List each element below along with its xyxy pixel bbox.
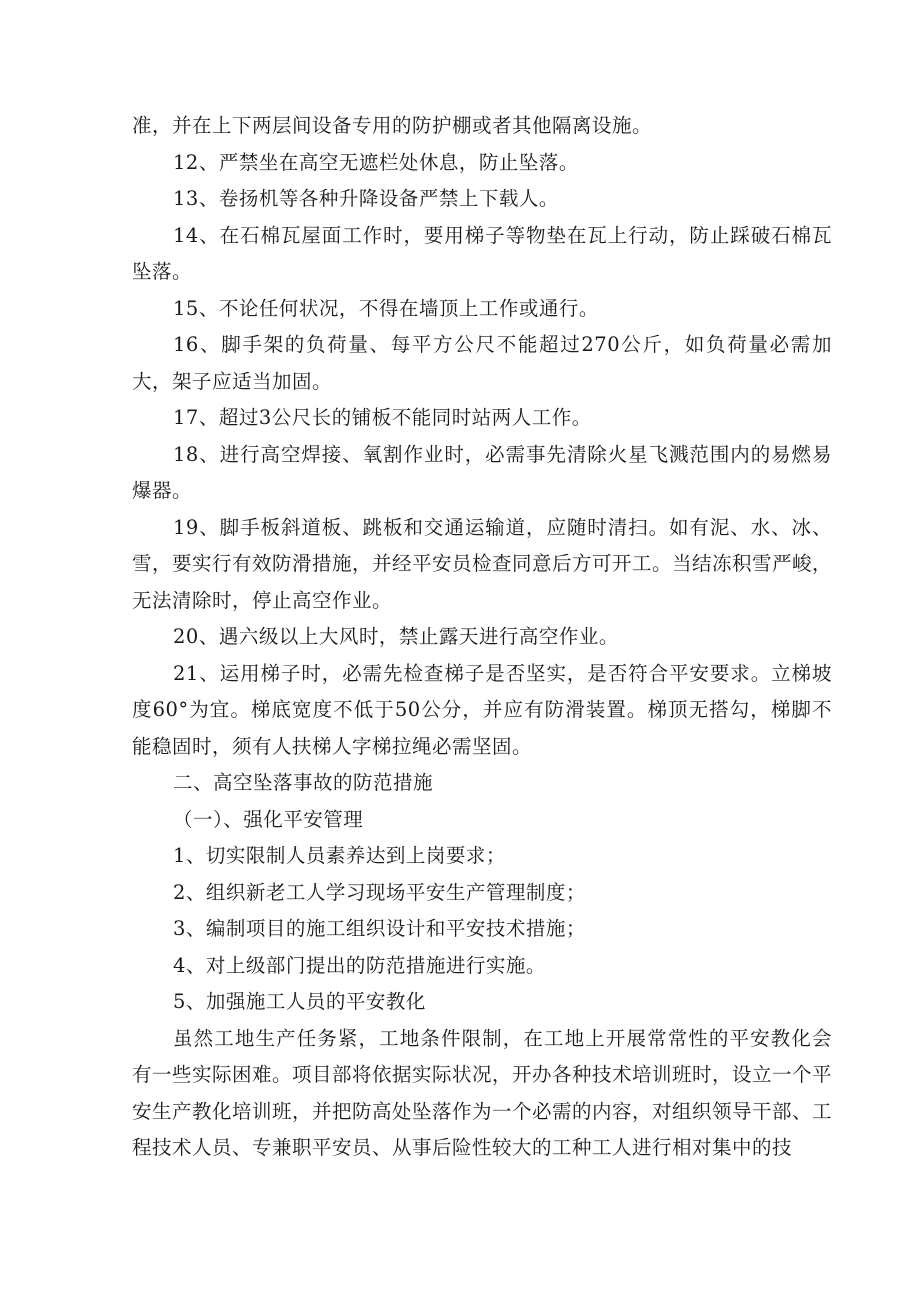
paragraph-item-14: 14、在石棉瓦屋面工作时，要用梯子等物垫在瓦上行动，防止踩破石棉瓦坠落。 <box>132 223 832 283</box>
paragraph-item-17: 17、超过3公尺长的铺板不能同时站两人工作。 <box>173 406 592 429</box>
measure-item-2: 2、组织新老工人学习现场平安生产管理制度； <box>173 880 586 904</box>
measure-item-4: 4、对上级部门提出的防范措施进行实施。 <box>173 953 546 977</box>
paragraph-item-12: 12、严禁坐在高空无遮栏处休息，防止坠落。 <box>173 150 579 174</box>
paragraph-item-20: 20、遇六级以上大风时，禁止露天进行高空作业。 <box>173 625 619 648</box>
section-heading: 二、高空坠落事故的防范措施 <box>173 771 434 794</box>
measure-item-1: 1、切实限制人员素养达到上岗要求； <box>173 844 506 867</box>
paragraph-item-21: 21、运用梯子时，必需先检查梯子是否坚实，是否符合平安要求。立梯坡度60°为宜。梯底宽度不低于50公分，并应有防滑装置。梯顶无搭勾，梯脚不能稳固时，须有人扶梯人字梯拉绳必需坚固。 <box>132 661 832 758</box>
document-body <box>132 108 832 1167</box>
subsection-heading: （一）、强化平安管理 <box>173 807 364 831</box>
paragraph-item-13: 13、卷扬机等各种升降设备严禁上下载人。 <box>173 187 559 210</box>
body-paragraph: 虽然工地生产任务紧，工地条件限制，在工地上开展常常性的平安教化会有一些实际困难。项目部将依据实际状况，开办各种技术培训班时，设立一个平安生产教化培训班，并把防高处坠落作为一个必需的内容，对组织领导干部、工程技术人员、专兼职平安员、从事后险性较大的工种工人进行相对集中的技 <box>132 1026 833 1159</box>
paragraph-item-18: 18、进行高空焊接、氧割作业时，必需事先清除火星飞溅范围内的易燃易爆器。 <box>132 442 832 502</box>
measure-item-3: 3、编制项目的施工组织设计和平安技术措施； <box>173 917 586 940</box>
paragraph-item-16: 16、脚手架的负荷量、每平方公尺不能超过270公斤，如负荷量必需加大，架子应适当加固。 <box>132 333 832 393</box>
measure-item-5: 5、加强施工人员的平安教化 <box>173 990 426 1013</box>
paragraph-item-19: 19、脚手板斜道板、跳板和交通运输道，应随时清扫。如有泥、水、冰、雪，要实行有效防滑措施，并经平安员检查同意后方可开工。当结冻积雪严峻，无法清除时，停止高空作业。 <box>132 515 833 612</box>
paragraph-continuation: 准，并在上下两层间设备专用的防护棚或者其他隔离设施。 <box>132 114 653 137</box>
paragraph-item-15: 15、不论任何状况，不得在墙顶上工作或通行。 <box>173 296 599 320</box>
